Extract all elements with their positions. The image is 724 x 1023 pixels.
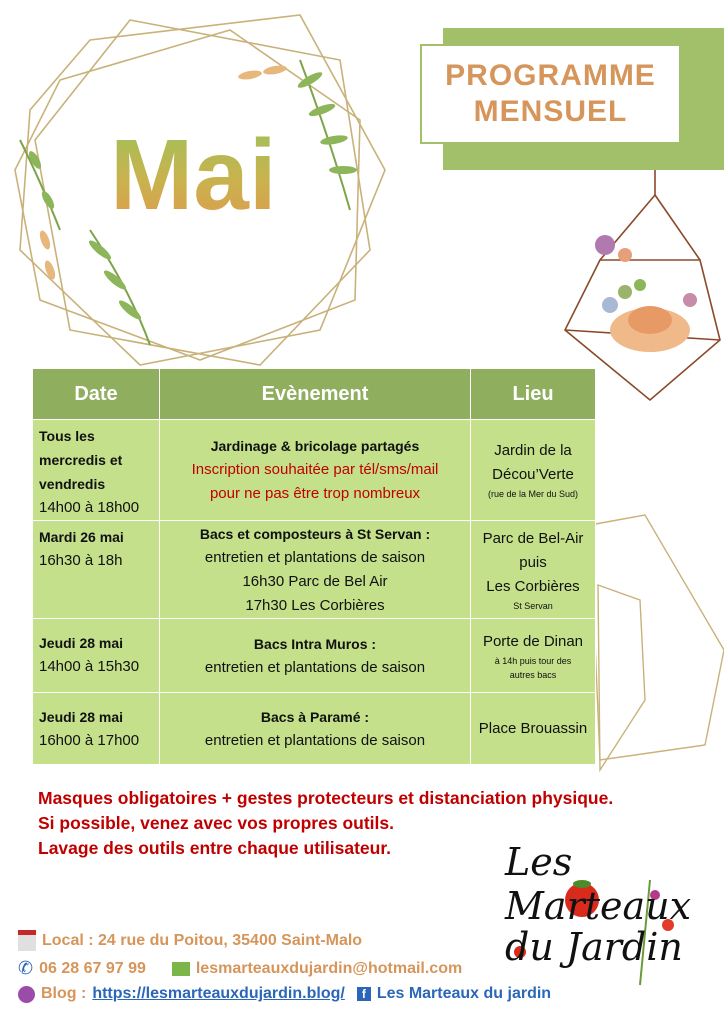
event-note: Inscription souhaitée par tél/sms/mail (191, 461, 439, 478)
place-text: Parc de Bel-Air (482, 529, 584, 547)
header-place: Lieu (471, 369, 596, 420)
time-text: 14h00 à 18h00 (39, 499, 140, 516)
row-place (471, 619, 596, 693)
table-header-row (33, 369, 596, 420)
program-title-line2: MENSUEL (473, 95, 628, 128)
program-title-box (420, 44, 681, 144)
row-place (471, 521, 596, 619)
place-text: puis (519, 553, 547, 571)
blog-label: Blog : (41, 985, 87, 1002)
event-line: entretien et plantations de saison (204, 731, 426, 749)
place-text: Les Corbières (486, 577, 580, 595)
header-event: Evènement (160, 369, 471, 420)
date-text: Jeudi 28 mai (39, 709, 124, 725)
phone-number[interactable]: 06 28 67 97 99 (39, 959, 146, 977)
event-title: Bacs à Paramé : (260, 708, 370, 725)
date-text: Jeudi 28 mai (39, 635, 124, 651)
table-row (33, 693, 596, 765)
place-text: Place Brouassin (478, 719, 588, 737)
email-link[interactable]: lesmarteauxdujardin@hotmail.com (195, 959, 463, 977)
row-event (160, 521, 471, 619)
event-line: entretien et plantations de saison (204, 658, 426, 676)
event-title: Bacs et composteurs à St Servan : (199, 525, 431, 542)
web-row (18, 985, 551, 1003)
address-row (18, 930, 362, 951)
event-line: 16h30 Parc de Bel Air (242, 572, 388, 590)
time-text: 16h00 à 17h00 (39, 732, 140, 749)
row-event (160, 619, 471, 693)
row-place (471, 420, 596, 521)
event-title: Bacs Intra Muros : (253, 635, 377, 652)
email-icon (172, 962, 190, 976)
place-detail: à 14h puis tour des (494, 655, 572, 666)
row-event (160, 420, 471, 521)
facebook-link[interactable]: Les Marteaux du jardin (376, 985, 552, 1002)
row-date (33, 693, 160, 765)
date-text: mercredis et (39, 452, 123, 468)
table-row (33, 619, 596, 693)
row-date (33, 420, 160, 521)
date-text: vendredis (39, 476, 106, 492)
place-detail: St Servan (513, 600, 553, 611)
place-text: Décou’Verte (492, 466, 574, 483)
row-date (33, 619, 160, 693)
notice-line: Lavage des outils entre chaque utilisateur. (38, 838, 392, 858)
time-text: 16h30 à 18h (39, 552, 123, 569)
facebook-icon: f (357, 987, 371, 1001)
place-text: Jardin de la (494, 442, 572, 459)
month-title: Mai (110, 120, 310, 230)
date-text: Tous les (39, 428, 95, 444)
event-note: pour ne pas être trop nombreux (209, 485, 421, 502)
address-text: Local : 24 rue du Poitou, 35400 Saint-Malo (42, 931, 363, 949)
phone-icon: ✆ (18, 958, 34, 978)
header-date: Date (33, 369, 160, 420)
notice-line: Si possible, venez avec vos propres outils. (38, 813, 394, 833)
row-place (471, 693, 596, 765)
event-title: Jardinage & bricolage partagés (210, 438, 420, 454)
event-line: entretien et plantations de saison (204, 548, 426, 566)
notice-line: Masques obligatoires + gestes protecteurs et distanciation physique. (38, 788, 614, 808)
mailbox-icon (18, 930, 36, 951)
globe-icon (18, 986, 35, 1003)
logo-line1: Les Marteaux (505, 840, 692, 928)
blog-link[interactable]: https://lesmarteauxdujardin.blog/ (92, 985, 345, 1002)
place-text: Porte de Dinan (482, 632, 584, 650)
program-title-line1: PROGRAMME (445, 59, 656, 92)
row-event (160, 693, 471, 765)
table-row (33, 521, 596, 619)
schedule-table (32, 368, 596, 765)
date-text: Mardi 26 mai (39, 529, 124, 545)
place-detail: autres bacs (509, 669, 557, 680)
table-row (33, 420, 596, 521)
time-text: 14h00 à 15h30 (39, 658, 140, 675)
event-line: 17h30 Les Corbières (245, 596, 385, 614)
place-detail: (rue de la Mer du Sud) (487, 489, 579, 499)
contact-row (18, 958, 462, 979)
row-date (33, 521, 160, 619)
logo-line2: du Jardin (505, 925, 683, 969)
